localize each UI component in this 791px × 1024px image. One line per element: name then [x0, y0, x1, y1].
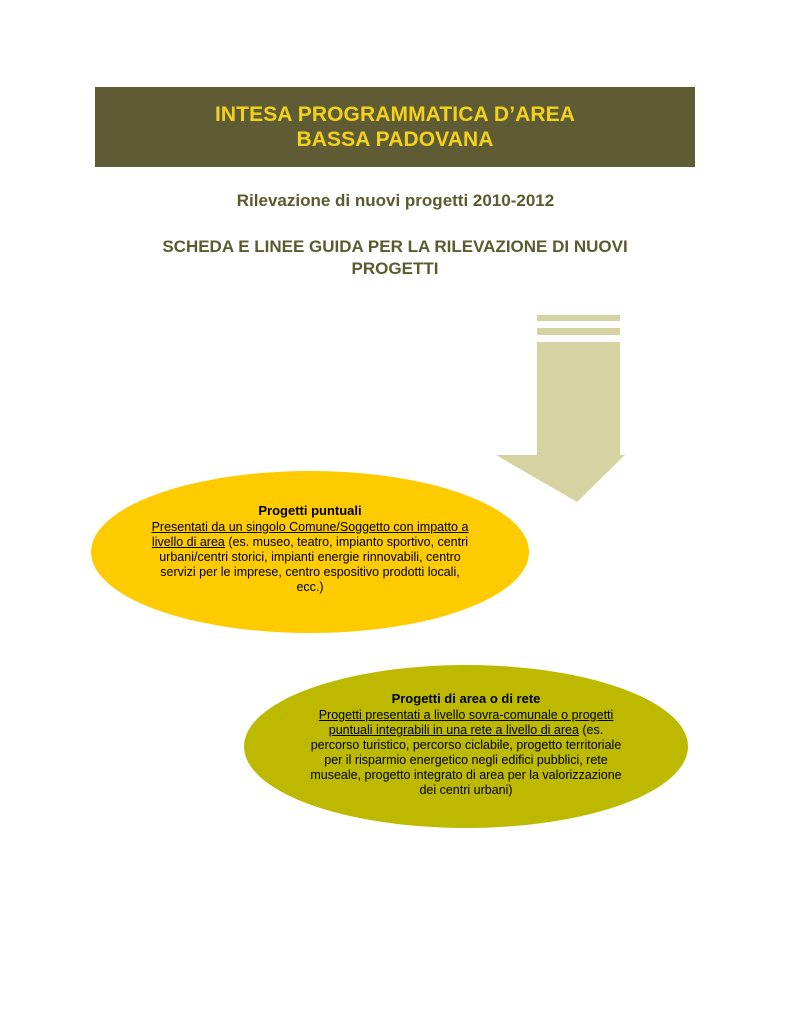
- title-line-1: INTESA PROGRAMMATICA D’AREA: [214, 103, 576, 126]
- progetti-puntuali-description: [151, 520, 469, 595]
- title-line-2: BASSA PADOVANA: [296, 128, 494, 151]
- progetti-puntuali-definition: Presentati da un singolo Comune/Soggetto con impatto a livello di area: [151, 520, 469, 549]
- progetti-rete-examples: (es. percorso turistico, percorso ciclabile, progetto territoriale per il risparmio energetico negli edifici pubblici, rete museale, progetto integrato di area per la valorizzazione dei centri urbani): [310, 723, 622, 797]
- section-heading: SCHEDA E LINEE GUIDA PER LA RILEVAZIONE DI NUOVI PROGETTI: [162, 237, 628, 278]
- down-arrow-icon: [495, 314, 625, 504]
- progetti-puntuali-ellipse: [91, 471, 529, 633]
- subtitle: Rilevazione di nuovi progetti 2010-2012: [236, 191, 555, 210]
- progetti-rete-title: Progetti di area o di rete: [391, 691, 541, 706]
- progetti-rete-definition: Progetti presentati a livello sovra-comunale o progetti puntuali integrabili in una rete a livello di area: [318, 708, 614, 737]
- title-banner: [95, 87, 695, 167]
- progetti-puntuali-examples: (es. museo, teatro, impianto sportivo, centri urbani/centri storici, impianti energie rinnovabili, centro servizi per le imprese, centro espositivo prodotti locali, ecc.): [159, 535, 469, 594]
- progetti-rete-description: [308, 708, 624, 798]
- progetti-puntuali-title: Progetti puntuali: [258, 503, 362, 518]
- arrow-stripe-2: [537, 328, 620, 335]
- progetti-rete-ellipse: [244, 665, 688, 828]
- arrow-stripe-1: [537, 315, 620, 321]
- arrow-body: [496, 342, 625, 502]
